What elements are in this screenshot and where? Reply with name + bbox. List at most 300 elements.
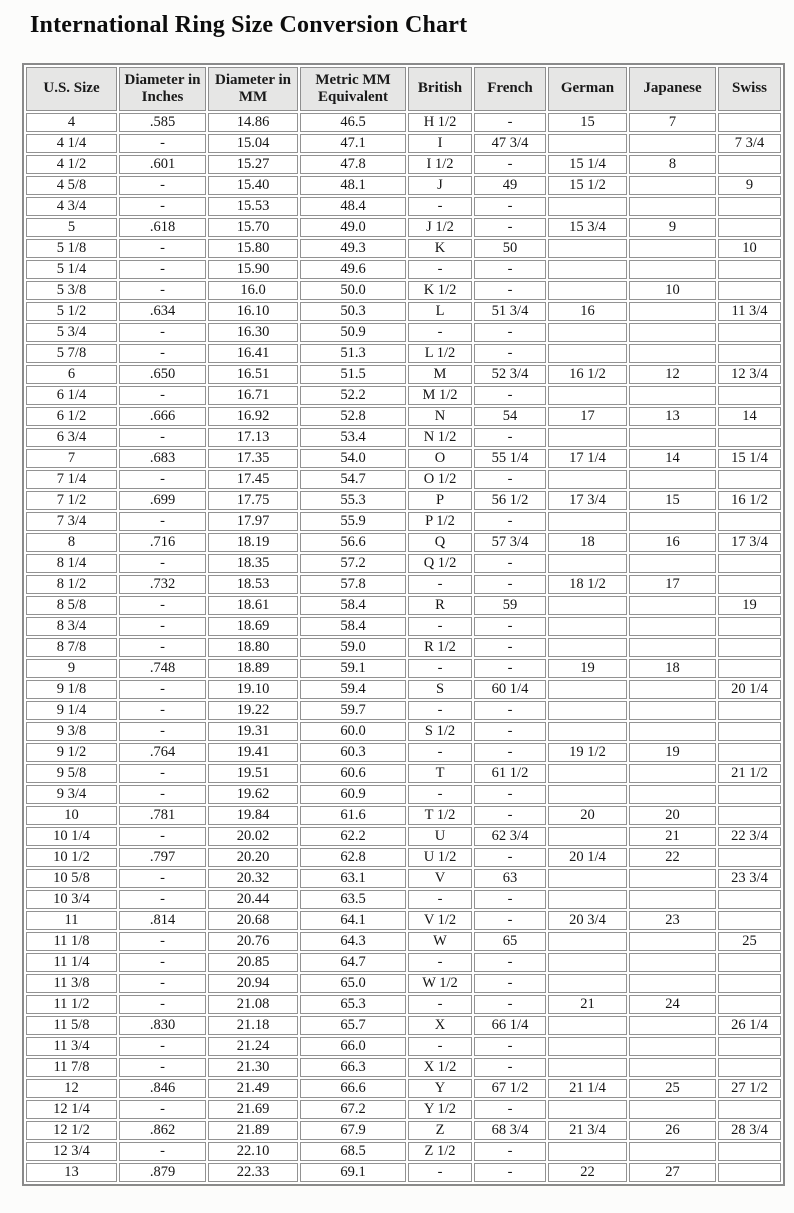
table-cell: P (408, 491, 472, 510)
table-cell: .683 (119, 449, 206, 468)
table-cell: 4 1/2 (26, 155, 117, 174)
table-cell: 16 (548, 302, 627, 321)
table-cell: 9 3/4 (26, 785, 117, 804)
table-cell: 59.4 (300, 680, 406, 699)
column-header: Diameter in Inches (119, 67, 206, 111)
table-row (26, 1037, 781, 1056)
table-cell: .732 (119, 575, 206, 594)
table-cell: - (408, 617, 472, 636)
table-cell (548, 1016, 627, 1035)
table-cell: .748 (119, 659, 206, 678)
table-cell: O 1/2 (408, 470, 472, 489)
table-row (26, 764, 781, 783)
table-cell: V 1/2 (408, 911, 472, 930)
table-row (26, 281, 781, 300)
table-cell: 63.1 (300, 869, 406, 888)
table-cell: 68 3/4 (474, 1121, 546, 1140)
table-cell: V (408, 869, 472, 888)
table-cell: 54 (474, 407, 546, 426)
table-cell: 65.7 (300, 1016, 406, 1035)
table-cell (629, 932, 716, 951)
table-cell: 7 3/4 (26, 512, 117, 531)
table-cell: .634 (119, 302, 206, 321)
table-cell (548, 638, 627, 657)
table-cell: 20.85 (208, 953, 298, 972)
table-cell: - (119, 470, 206, 489)
table-cell: - (474, 281, 546, 300)
table-row (26, 701, 781, 720)
table-cell: - (474, 806, 546, 825)
table-cell: 11 3/4 (26, 1037, 117, 1056)
table-cell: 49.6 (300, 260, 406, 279)
table-cell: 62 3/4 (474, 827, 546, 846)
table-row (26, 533, 781, 552)
table-cell: S (408, 680, 472, 699)
table-cell: 18.80 (208, 638, 298, 657)
table-cell (718, 722, 781, 741)
table-row (26, 995, 781, 1014)
table-cell: R 1/2 (408, 638, 472, 657)
table-cell (629, 428, 716, 447)
table-cell: 8 1/4 (26, 554, 117, 573)
page-title: International Ring Size Conversion Chart (30, 12, 468, 38)
table-cell: 6 3/4 (26, 428, 117, 447)
table-cell (548, 323, 627, 342)
table-cell: 21 3/4 (548, 1121, 627, 1140)
table-cell: 17.45 (208, 470, 298, 489)
table-cell: 62.2 (300, 827, 406, 846)
table-cell (629, 617, 716, 636)
table-cell: 60.6 (300, 764, 406, 783)
table-cell: 16 1/2 (548, 365, 627, 384)
table-cell (548, 1142, 627, 1161)
table-cell: 24 (629, 995, 716, 1014)
table-cell: Z 1/2 (408, 1142, 472, 1161)
table-cell: X 1/2 (408, 1058, 472, 1077)
table-cell: M 1/2 (408, 386, 472, 405)
table-row (26, 67, 781, 111)
table-cell: 57.8 (300, 575, 406, 594)
table-cell: 14 (718, 407, 781, 426)
table-cell: 21.24 (208, 1037, 298, 1056)
table-cell: - (474, 848, 546, 867)
table-cell (629, 974, 716, 993)
table-cell: 20.76 (208, 932, 298, 951)
column-header: German (548, 67, 627, 111)
table-cell: 55.9 (300, 512, 406, 531)
table-cell: - (119, 932, 206, 951)
table-cell: 11 1/8 (26, 932, 117, 951)
table-cell: 64.7 (300, 953, 406, 972)
table-cell: - (474, 260, 546, 279)
table-cell: - (408, 890, 472, 909)
table-cell: - (408, 659, 472, 678)
table-cell: 12 3/4 (718, 365, 781, 384)
table-cell (548, 386, 627, 405)
table-cell: 16.10 (208, 302, 298, 321)
table-row (26, 575, 781, 594)
table-row (26, 848, 781, 867)
table-cell: 7 (26, 449, 117, 468)
table-cell: 6 (26, 365, 117, 384)
table-cell: - (408, 1037, 472, 1056)
table-cell: 59.0 (300, 638, 406, 657)
table-cell (548, 197, 627, 216)
table-cell: 59 (474, 596, 546, 615)
table-cell: 11 3/8 (26, 974, 117, 993)
table-cell: T (408, 764, 472, 783)
table-cell: 19.41 (208, 743, 298, 762)
table-cell: 12 1/4 (26, 1100, 117, 1119)
table-cell: 21.89 (208, 1121, 298, 1140)
table-cell: 19.62 (208, 785, 298, 804)
table-cell: 20.20 (208, 848, 298, 867)
table-cell: .862 (119, 1121, 206, 1140)
table-cell: I (408, 134, 472, 153)
table-cell (629, 554, 716, 573)
table-cell: 25 (629, 1079, 716, 1098)
table-cell: 21 (548, 995, 627, 1014)
table-cell: - (474, 218, 546, 237)
table-cell: - (474, 428, 546, 447)
table-cell: 21 1/4 (548, 1079, 627, 1098)
table-cell: K (408, 239, 472, 258)
table-row (26, 974, 781, 993)
table-cell (718, 512, 781, 531)
table-cell: - (119, 869, 206, 888)
table-row (26, 785, 781, 804)
table-cell: 22 (548, 1163, 627, 1182)
table-cell: - (119, 596, 206, 615)
table-cell (629, 953, 716, 972)
table-cell: - (119, 827, 206, 846)
table-cell: - (119, 617, 206, 636)
table-cell (629, 239, 716, 258)
table-cell (629, 197, 716, 216)
table-cell: 22 3/4 (718, 827, 781, 846)
table-cell: 57.2 (300, 554, 406, 573)
table-cell: - (474, 554, 546, 573)
table-cell: 54.0 (300, 449, 406, 468)
table-cell: 16.30 (208, 323, 298, 342)
table-cell: S 1/2 (408, 722, 472, 741)
table-cell: - (474, 512, 546, 531)
table-cell: 5 (26, 218, 117, 237)
table-cell: 8 (26, 533, 117, 552)
table-cell: - (408, 1163, 472, 1182)
table-cell: 13 (26, 1163, 117, 1182)
table-cell (718, 554, 781, 573)
table-cell: 18 (629, 659, 716, 678)
table-cell: 18 1/2 (548, 575, 627, 594)
table-cell (629, 344, 716, 363)
table-cell: - (408, 995, 472, 1014)
table-cell: 19 (629, 743, 716, 762)
table-cell: - (474, 1100, 546, 1119)
table-cell (629, 680, 716, 699)
table-cell: 18.53 (208, 575, 298, 594)
table-cell: 28 3/4 (718, 1121, 781, 1140)
table-cell: - (119, 953, 206, 972)
table-cell: 10 3/4 (26, 890, 117, 909)
table-cell: - (474, 1163, 546, 1182)
table-cell: 23 3/4 (718, 869, 781, 888)
table-cell: - (119, 176, 206, 195)
table-row (26, 890, 781, 909)
column-header: British (408, 67, 472, 111)
table-row (26, 302, 781, 321)
table-cell (629, 1142, 716, 1161)
table-cell (718, 659, 781, 678)
table-header-row (26, 67, 781, 111)
table-cell: 20.02 (208, 827, 298, 846)
table-cell: - (474, 953, 546, 972)
column-header: Diameter in MM (208, 67, 298, 111)
table-cell: 17.97 (208, 512, 298, 531)
table-cell: U 1/2 (408, 848, 472, 867)
column-header: Swiss (718, 67, 781, 111)
table-cell: 14.86 (208, 113, 298, 132)
table-cell: - (474, 617, 546, 636)
table-cell: L (408, 302, 472, 321)
table-cell: 21.08 (208, 995, 298, 1014)
table-cell (629, 1058, 716, 1077)
table-cell: - (408, 785, 472, 804)
table-cell: - (119, 134, 206, 153)
table-cell: T 1/2 (408, 806, 472, 825)
table-cell: .879 (119, 1163, 206, 1182)
table-cell: 20.44 (208, 890, 298, 909)
table-cell: 58.4 (300, 617, 406, 636)
table-cell (718, 617, 781, 636)
table-cell: 22.10 (208, 1142, 298, 1161)
table-cell: - (474, 743, 546, 762)
table-cell (548, 428, 627, 447)
table-cell: - (474, 638, 546, 657)
table-cell: 50.0 (300, 281, 406, 300)
table-row (26, 155, 781, 174)
table-cell: 5 3/8 (26, 281, 117, 300)
table-cell: - (474, 785, 546, 804)
table-cell: 60.3 (300, 743, 406, 762)
table-cell: 64.3 (300, 932, 406, 951)
table-cell: N 1/2 (408, 428, 472, 447)
table-cell (718, 344, 781, 363)
table-cell: 22.33 (208, 1163, 298, 1182)
table-cell: 15.80 (208, 239, 298, 258)
table-cell (548, 239, 627, 258)
table-cell: 10 5/8 (26, 869, 117, 888)
table-cell: - (474, 701, 546, 720)
table-cell (629, 785, 716, 804)
table-cell: - (408, 197, 472, 216)
table-cell: 60.0 (300, 722, 406, 741)
table-cell: 20.94 (208, 974, 298, 993)
table-cell: 60.9 (300, 785, 406, 804)
table-cell: 10 (718, 239, 781, 258)
table-cell: 47 3/4 (474, 134, 546, 153)
table-cell: - (408, 953, 472, 972)
table-cell: Y (408, 1079, 472, 1098)
table-cell: 5 3/4 (26, 323, 117, 342)
table-cell: 15.90 (208, 260, 298, 279)
table-cell (718, 806, 781, 825)
table-cell (548, 617, 627, 636)
table-cell: 55 1/4 (474, 449, 546, 468)
table-cell: - (474, 1058, 546, 1077)
table-row (26, 911, 781, 930)
table-cell: 51.5 (300, 365, 406, 384)
table-cell: 65.0 (300, 974, 406, 993)
table-cell: 15.04 (208, 134, 298, 153)
table-cell: - (119, 785, 206, 804)
table-cell: - (119, 764, 206, 783)
table-cell: 12 (629, 365, 716, 384)
table-row (26, 659, 781, 678)
table-cell: 9 5/8 (26, 764, 117, 783)
table-cell: - (119, 1058, 206, 1077)
table-cell: 15.70 (208, 218, 298, 237)
table-cell: 15 (629, 491, 716, 510)
table-cell (718, 995, 781, 1014)
table-cell: 19 (718, 596, 781, 615)
table-cell: .699 (119, 491, 206, 510)
table-cell: - (119, 890, 206, 909)
table-cell (718, 785, 781, 804)
table-cell: 7 1/2 (26, 491, 117, 510)
table-cell (548, 785, 627, 804)
table-row (26, 239, 781, 258)
table-cell: 51 3/4 (474, 302, 546, 321)
table-cell: 66.3 (300, 1058, 406, 1077)
table-cell: 20 3/4 (548, 911, 627, 930)
table-cell: 20 1/4 (548, 848, 627, 867)
table-cell: 8 7/8 (26, 638, 117, 657)
table-cell: 4 (26, 113, 117, 132)
table-cell: 20.68 (208, 911, 298, 930)
table-cell: 56.6 (300, 533, 406, 552)
table-cell (718, 974, 781, 993)
table-cell: - (119, 1100, 206, 1119)
table-cell: 66.0 (300, 1037, 406, 1056)
table-cell: 6 1/4 (26, 386, 117, 405)
table-cell: 54.7 (300, 470, 406, 489)
table-row (26, 1121, 781, 1140)
table-cell: 9 1/4 (26, 701, 117, 720)
table-row (26, 470, 781, 489)
table-cell: 20.32 (208, 869, 298, 888)
table-cell: - (119, 701, 206, 720)
table-cell: - (474, 1142, 546, 1161)
table-cell (548, 701, 627, 720)
table-cell (629, 1037, 716, 1056)
table-cell (548, 554, 627, 573)
table-cell: 46.5 (300, 113, 406, 132)
table-cell (718, 1142, 781, 1161)
table-cell: .618 (119, 218, 206, 237)
table-cell: - (119, 995, 206, 1014)
table-cell: .716 (119, 533, 206, 552)
table-cell (548, 680, 627, 699)
table-cell: K 1/2 (408, 281, 472, 300)
table-cell: 50.9 (300, 323, 406, 342)
table-cell: M (408, 365, 472, 384)
table-cell: - (474, 155, 546, 174)
table-cell: 67 1/2 (474, 1079, 546, 1098)
table-cell: 19 (548, 659, 627, 678)
table-cell: 65 (474, 932, 546, 951)
table-cell: H 1/2 (408, 113, 472, 132)
table-cell: 14 (629, 449, 716, 468)
table-cell: 63.5 (300, 890, 406, 909)
table-cell: 18.89 (208, 659, 298, 678)
table-cell: 5 1/8 (26, 239, 117, 258)
table-cell: 10 (26, 806, 117, 825)
table-cell: 8 5/8 (26, 596, 117, 615)
table-cell: P 1/2 (408, 512, 472, 531)
table-cell: L 1/2 (408, 344, 472, 363)
table-cell: 5 7/8 (26, 344, 117, 363)
table-cell: - (119, 1142, 206, 1161)
table-cell: W (408, 932, 472, 951)
table-cell: 61.6 (300, 806, 406, 825)
table-cell: 15 (548, 113, 627, 132)
table-cell: 21.18 (208, 1016, 298, 1035)
table-row (26, 1100, 781, 1119)
table-cell: 59.1 (300, 659, 406, 678)
table-cell: - (119, 197, 206, 216)
table-cell: 50.3 (300, 302, 406, 321)
table-cell: - (119, 239, 206, 258)
table-cell (718, 911, 781, 930)
table-cell: 18.35 (208, 554, 298, 573)
table-cell (718, 953, 781, 972)
table-cell: - (474, 323, 546, 342)
table-cell (548, 281, 627, 300)
table-cell: 19.84 (208, 806, 298, 825)
table-cell: 59.7 (300, 701, 406, 720)
table-cell: .846 (119, 1079, 206, 1098)
table-cell: N (408, 407, 472, 426)
table-cell: 18 (548, 533, 627, 552)
table-cell: 17.75 (208, 491, 298, 510)
table-cell (718, 848, 781, 867)
table-row (26, 680, 781, 699)
table-cell (718, 218, 781, 237)
table-cell: 21.30 (208, 1058, 298, 1077)
table-cell: - (119, 323, 206, 342)
table-cell: 49.3 (300, 239, 406, 258)
table-cell (718, 155, 781, 174)
table-cell: - (408, 701, 472, 720)
table-cell: - (474, 911, 546, 930)
table-cell: 4 1/4 (26, 134, 117, 153)
table-cell: 17.13 (208, 428, 298, 447)
table-cell: 11 3/4 (718, 302, 781, 321)
table-row (26, 1163, 781, 1182)
table-cell: 12 1/2 (26, 1121, 117, 1140)
table-cell: 16.0 (208, 281, 298, 300)
table-row (26, 554, 781, 573)
column-header: Japanese (629, 67, 716, 111)
table-cell: 19.10 (208, 680, 298, 699)
table-cell: 67.2 (300, 1100, 406, 1119)
table-cell (718, 1037, 781, 1056)
table-cell: 7 (629, 113, 716, 132)
table-cell: .585 (119, 113, 206, 132)
table-cell: 64.1 (300, 911, 406, 930)
table-row (26, 428, 781, 447)
